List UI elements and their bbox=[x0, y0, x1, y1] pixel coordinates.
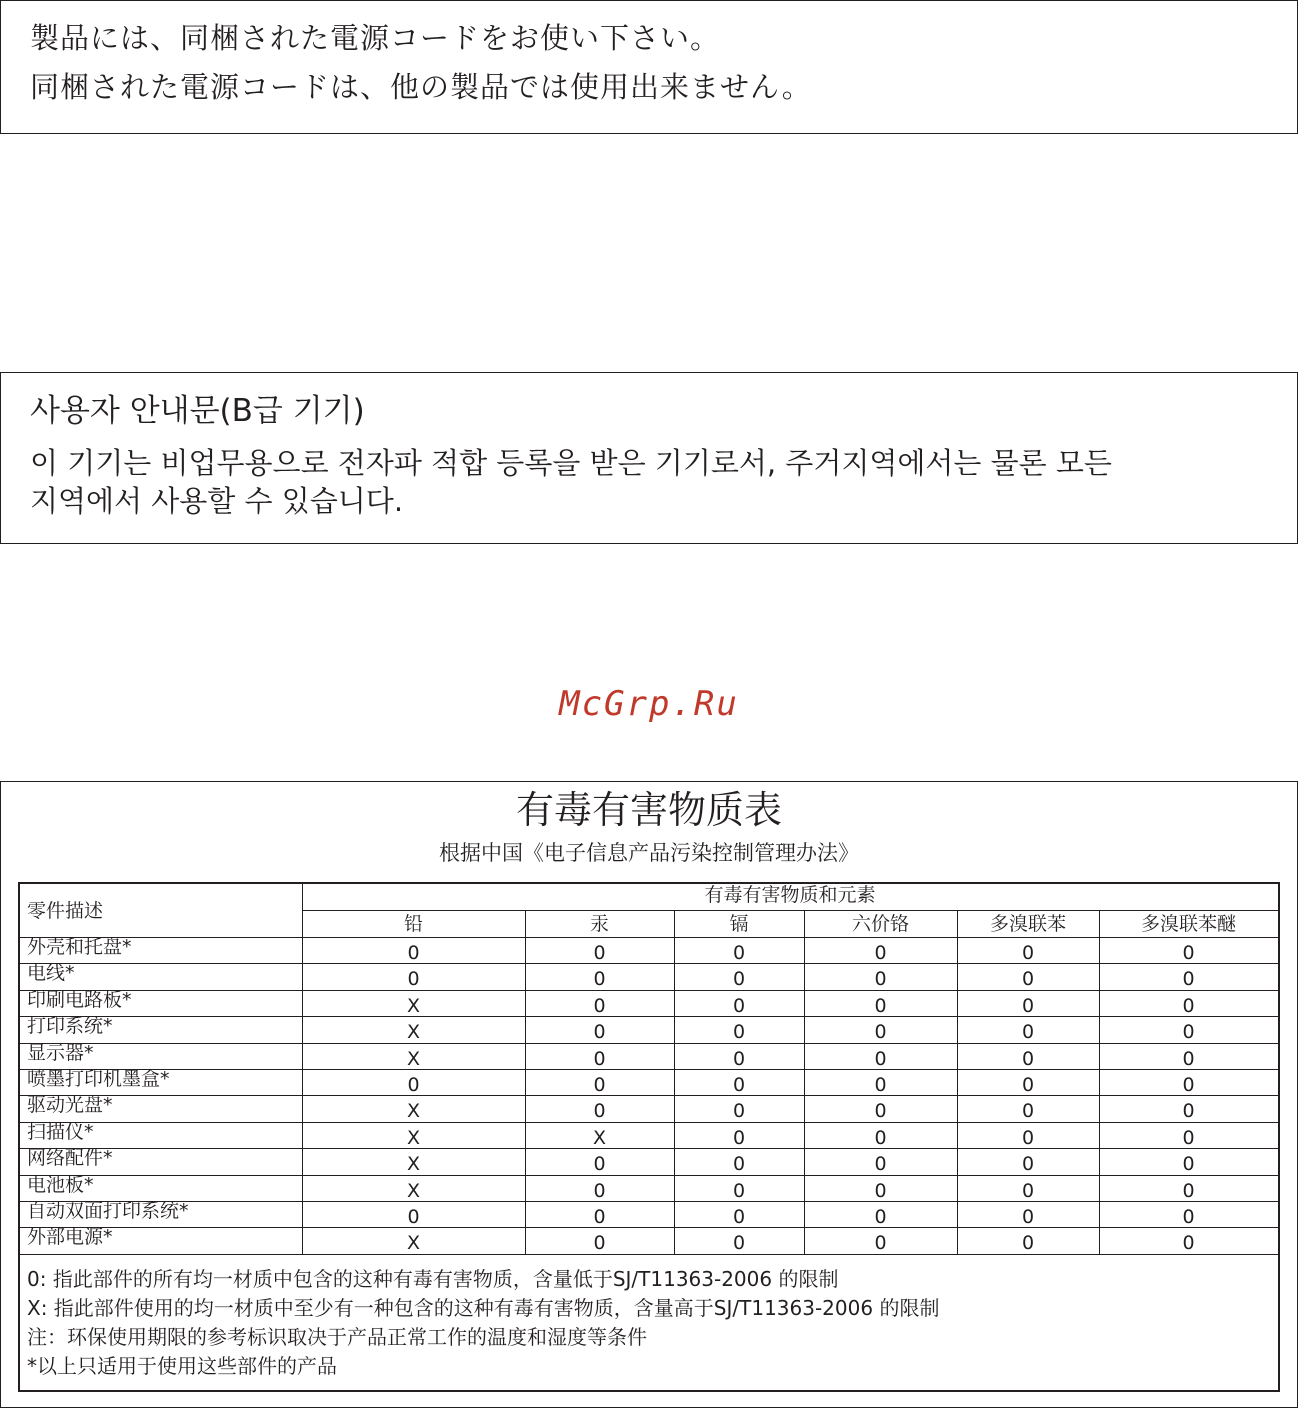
table-cell-value: 0 bbox=[407, 968, 420, 991]
table-cell-value: X bbox=[406, 1021, 421, 1044]
table-row-part: 外部电源* bbox=[27, 1226, 113, 1249]
table-cell-value: 0 bbox=[874, 1126, 887, 1149]
table-row-part: 喷墨打印机墨盒* bbox=[27, 1068, 170, 1090]
korean-notice-line-1: 이 기기는 비업무용으로 전자파 적합 등록을 받은 기기로서, 주거지역에서는 물론 모든 bbox=[30, 446, 1112, 480]
table-note: X: 指此部件使用的均一材质中至少有一种包含的这种有毒有害物质，含量高于SJ/T11363-2006 的限制 bbox=[27, 1296, 940, 1320]
table-cell-value: 0 bbox=[1182, 1153, 1195, 1176]
substance-header: 镉 bbox=[729, 913, 749, 935]
table-cell-value: 0 bbox=[1182, 1126, 1195, 1149]
table-cell-value: 0 bbox=[874, 1021, 887, 1044]
korean-notice-title: 사용자 안내문(B급 기기) bbox=[30, 393, 365, 429]
table-row-part: 扫描仪* bbox=[27, 1120, 94, 1143]
table-cell-value: 0 bbox=[593, 1074, 606, 1096]
table-row-part: 打印系统* bbox=[27, 1015, 113, 1038]
table-cell-value: X bbox=[406, 1232, 421, 1255]
table-row-part: 自动双面打印系统* bbox=[27, 1200, 189, 1222]
table-cell-value: 0 bbox=[593, 994, 606, 1017]
table-cell-value: 0 bbox=[407, 942, 420, 964]
hazard-table-subtitle: 根据中国《电子信息产品污染控制管理办法》 bbox=[439, 841, 859, 865]
table-cell-value: 0 bbox=[874, 994, 887, 1017]
table-cell-value: X bbox=[406, 1126, 421, 1149]
table-cell-value: 0 bbox=[407, 1074, 420, 1096]
table-note: 注：环保使用期限的参考标识取决于产品正常工作的温度和湿度等条件 bbox=[27, 1325, 647, 1349]
table-cell-value: 0 bbox=[1182, 968, 1195, 991]
table-cell-value: 0 bbox=[1182, 1047, 1195, 1070]
table-cell-value: 0 bbox=[874, 1206, 887, 1228]
table-cell-value: 0 bbox=[874, 1179, 887, 1202]
table-note: *以上只适用于使用这些部件的产品 bbox=[27, 1354, 337, 1378]
table-row-part: 外壳和托盘* bbox=[27, 936, 132, 958]
table-row-part: 网络配件* bbox=[27, 1147, 113, 1170]
table-cell-value: 0 bbox=[1182, 942, 1195, 964]
table-cell-value: 0 bbox=[1182, 1179, 1195, 1202]
table-cell-value: 0 bbox=[732, 1126, 746, 1149]
table-cell-value: 0 bbox=[732, 1179, 746, 1202]
table-rule bbox=[18, 937, 1278, 938]
table-cell-value: 0 bbox=[593, 1179, 606, 1202]
table-cell-value: 0 bbox=[732, 1021, 746, 1044]
part-column-header: 零件描述 bbox=[27, 900, 104, 922]
table-cell-value: 0 bbox=[1021, 942, 1035, 964]
table-cell-value: 0 bbox=[732, 1232, 746, 1255]
table-cell-value: 0 bbox=[732, 1100, 746, 1123]
substance-header: 多溴联苯 bbox=[989, 913, 1066, 935]
table-cell-value: 0 bbox=[732, 1153, 746, 1176]
table-cell-value: 0 bbox=[1182, 1100, 1195, 1123]
japanese-notice-line-1: 製品には、同梱された電源コードをお使い下さい。 bbox=[30, 21, 721, 55]
table-cell-value: 0 bbox=[732, 968, 746, 991]
table-cell-value: X bbox=[592, 1126, 607, 1149]
table-cell-value: X bbox=[406, 1153, 421, 1176]
table-cell-value: 0 bbox=[1182, 1206, 1195, 1228]
substance-header: 汞 bbox=[589, 913, 609, 935]
table-cell-value: 0 bbox=[1021, 1021, 1035, 1044]
table-row-part: 印刷电路板* bbox=[27, 988, 132, 1011]
table-cell-value: 0 bbox=[1021, 1126, 1035, 1149]
table-cell-value: 0 bbox=[874, 1153, 887, 1176]
table-cell-value: 0 bbox=[1021, 1153, 1035, 1176]
table-cell-value: 0 bbox=[593, 942, 606, 964]
table-cell-value: 0 bbox=[732, 1206, 746, 1228]
table-cell-value: 0 bbox=[1021, 1179, 1035, 1202]
table-cell-value: 0 bbox=[1021, 1232, 1035, 1255]
table-row-part: 电线* bbox=[27, 962, 75, 985]
table-cell-value: 0 bbox=[874, 942, 887, 964]
table-cell-value: 0 bbox=[593, 1232, 606, 1255]
table-cell-value: 0 bbox=[1021, 1047, 1035, 1070]
table-cell-value: 0 bbox=[1182, 994, 1195, 1017]
table-cell-value: 0 bbox=[593, 1206, 606, 1228]
table-cell-value: 0 bbox=[1182, 1232, 1195, 1255]
table-row-part: 电池板* bbox=[27, 1173, 94, 1196]
table-row-part: 显示器* bbox=[27, 1041, 94, 1064]
table-cell-value: 0 bbox=[593, 1047, 606, 1070]
substance-header: 六价铬 bbox=[851, 913, 909, 935]
table-cell-value: 0 bbox=[1021, 1100, 1035, 1123]
table-cell-value: 0 bbox=[1021, 1074, 1035, 1096]
table-cell-value: 0 bbox=[732, 942, 746, 964]
table-cell-value: 0 bbox=[874, 1232, 887, 1255]
table-cell-value: 0 bbox=[1021, 1206, 1035, 1228]
table-cell-value: 0 bbox=[593, 1100, 606, 1123]
table-cell-value: 0 bbox=[874, 1047, 887, 1070]
table-cell-value: 0 bbox=[732, 994, 746, 1017]
hazard-table-title: 有毒有害物质表 bbox=[515, 788, 782, 832]
table-cell-value: 0 bbox=[874, 1074, 887, 1096]
table-cell-value: 0 bbox=[732, 1074, 746, 1096]
table-cell-value: X bbox=[406, 1047, 421, 1070]
table-cell-value: 0 bbox=[874, 1100, 887, 1123]
table-cell-value: 0 bbox=[1021, 994, 1035, 1017]
japanese-notice-line-2: 同梱された電源コードは、他の製品では使用出来ません。 bbox=[30, 70, 812, 104]
table-cell-value: 0 bbox=[874, 968, 887, 991]
table-cell-value: X bbox=[406, 1179, 421, 1202]
table-cell-value: 0 bbox=[593, 1021, 606, 1044]
korean-notice-line-2: 지역에서 사용할 수 있습니다. bbox=[30, 484, 404, 518]
table-cell-value: 0 bbox=[1021, 968, 1035, 991]
table-row-part: 驱动光盘* bbox=[27, 1094, 113, 1117]
substance-group-header: 有毒有害物质和元素 bbox=[704, 884, 876, 906]
table-cell-value: 0 bbox=[407, 1206, 420, 1228]
table-note: 0: 指此部件的所有均一材质中包含的这种有毒有害物质，含量低于SJ/T11363-2006 的限制 bbox=[27, 1267, 839, 1291]
table-cell-value: 0 bbox=[732, 1047, 746, 1070]
substance-header: 多溴联苯醚 bbox=[1140, 913, 1236, 935]
table-cell-value: 0 bbox=[1182, 1021, 1195, 1044]
table-cell-value: 0 bbox=[593, 968, 606, 991]
table-cell-value: 0 bbox=[1182, 1074, 1195, 1096]
table-cell-value: X bbox=[406, 1100, 421, 1123]
substance-header: 铅 bbox=[403, 913, 423, 935]
table-cell-value: X bbox=[406, 994, 421, 1017]
table-cell-value: 0 bbox=[593, 1153, 606, 1176]
watermark-text: McGrp.Ru bbox=[559, 684, 739, 724]
